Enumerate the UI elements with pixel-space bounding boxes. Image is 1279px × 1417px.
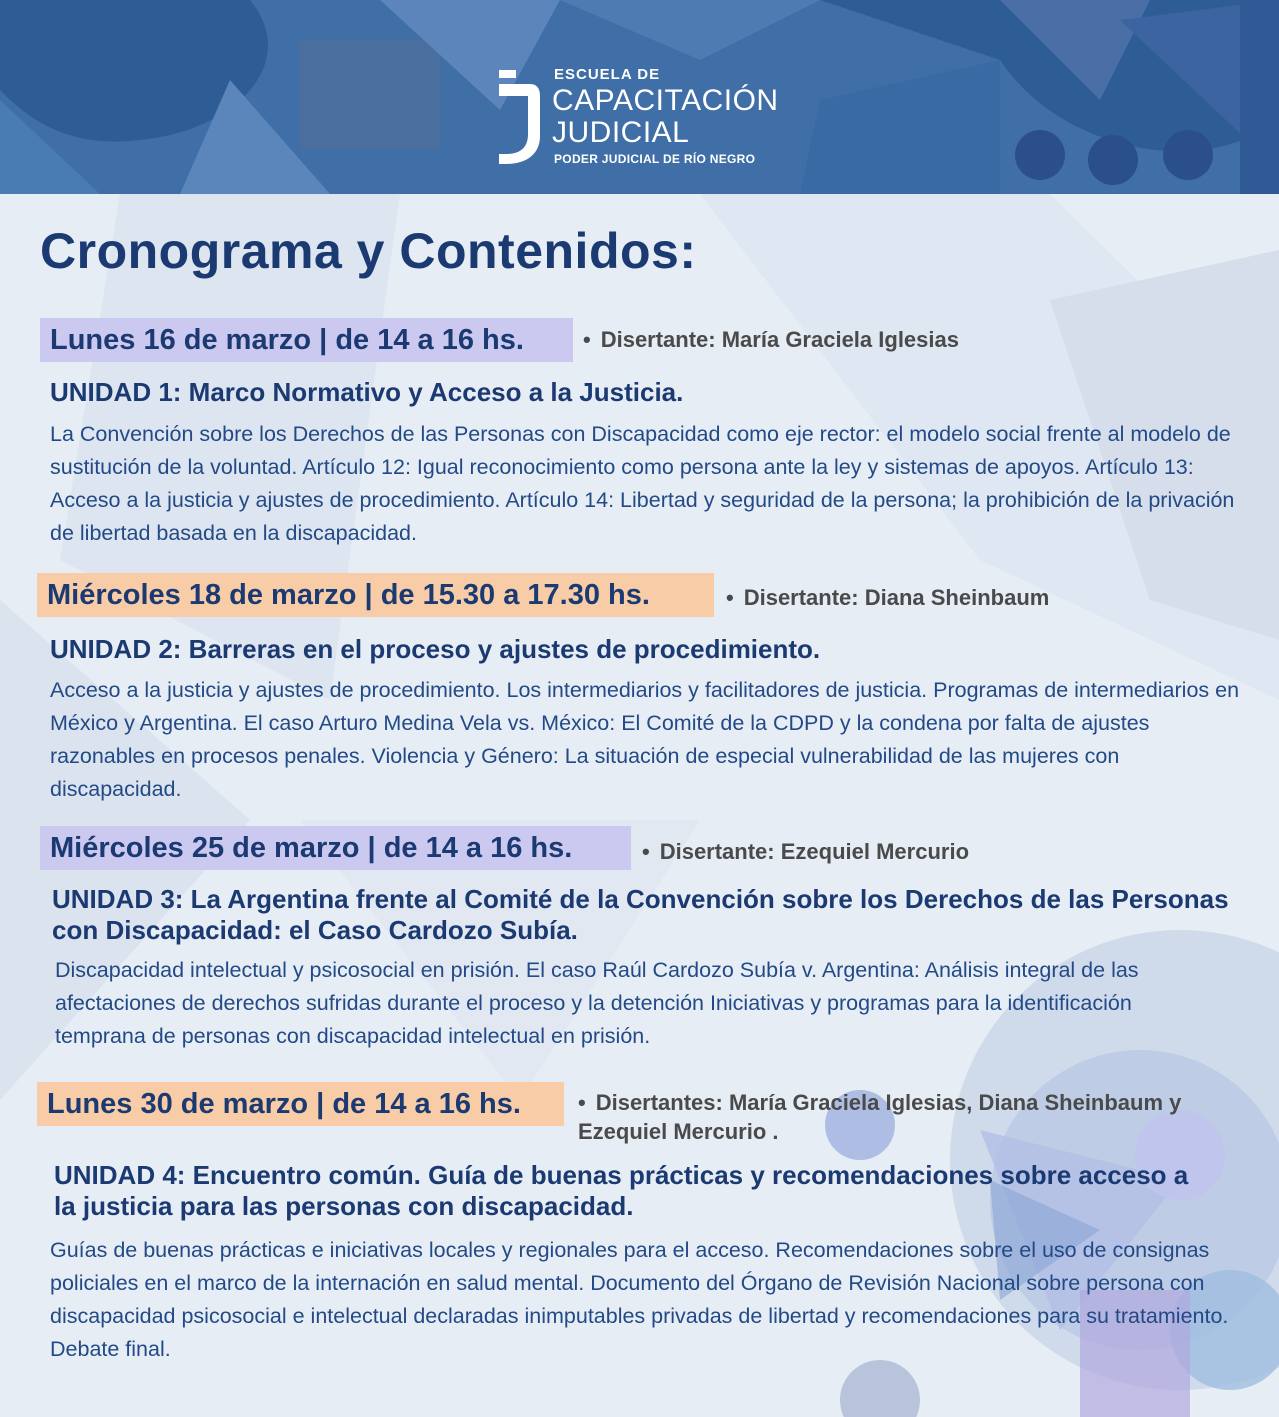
session-1-unit: UNIDAD 1: Marco Normativo y Acceso a la Justicia. [50,377,684,407]
session-2-unit: UNIDAD 2: Barreras en el proceso y ajustes de procedimiento. [50,634,821,664]
logo-line-3: JUDICIAL [552,116,690,149]
page-title: Cronograma y Contenidos: [40,223,697,279]
session-2-description: Acceso a la justicia y ajustes de procedimiento. Los intermediarios y facilitadores de justicia. Programas de intermediarios en México y Argentina. El caso Arturo Medina Vela vs. México: El Comité de la CDPD y la condena por falta de ajustes razonables en procesos penales. Violencia y Género: La situación de especial vulnerabilidad de las mujeres con discapacidad. [50,678,1240,801]
session-1-description: La Convención sobre los Derechos de las Personas con Discapacidad como eje rector: el modelo social frente al modelo de sustitución de la voluntad. Artículo 12: Igual reconocimiento como persona ante la ley y sistemas de apoyos. Artículo 13: Acceso a la justicia y ajustes de procedimiento. Artículo 14: Libertad y seguridad de la persona; la prohibición de la privación de libertad basada en la discapacidad. [50,422,1235,545]
session-3-unit: UNIDAD 3: La Argentina frente al Comité de la Convención sobre los Derechos de las Personas con Discapacidad: el Caso Cardozo Subía. [52,884,1229,945]
session-1-date: Lunes 16 de marzo | de 14 a 16 hs. [40,318,573,362]
logo-mark-icon [494,66,544,166]
session-4-description: Guías de buenas prácticas e iniciativas locales y regionales para el acceso. Recomendaciones sobre el uso de consignas policiales en el marco de la internación en salud mental. Documento del Órgano de Revisión Nacional sobre persona con discapacidad psicosocial e intelectual declaradas inimputables privadas de libertad y recomendaciones para su tratamiento. Debate final. [50,1238,1229,1361]
speaker-name: Disertante: Ezequiel Mercurio [659,839,970,864]
bullet: • [578,1090,586,1115]
session-3-speaker [642,839,969,865]
session-2-date: Miércoles 18 de marzo | de 15.30 a 17.30 hs. [37,573,714,617]
school-logo [494,66,794,166]
session-3-date: Miércoles 25 de marzo | de 14 a 16 hs. [40,826,631,870]
session-2-speaker [726,585,1049,611]
session-3-description: Discapacidad intelectual y psicosocial en prisión. El caso Raúl Cardozo Subía v. Argentina: Análisis integral de las afectaciones de derechos sufridas durante el proceso y la detención Iniciativas y programas para la identificación temprana de personas con discapacidad intelectual en prisión. [55,958,1139,1048]
logo-line-2: CAPACITACIÓN [552,84,779,117]
logo-line-1: ESCUELA DE [554,66,661,83]
session-1-speaker [583,327,959,353]
session-4-date: Lunes 30 de marzo | de 14 a 16 hs. [37,1082,564,1126]
speaker-name: Disertante: Diana Sheinbaum [743,585,1050,610]
session-4-unit: UNIDAD 4: Encuentro común. Guía de buenas prácticas y recomendaciones sobre acceso a la justicia para las personas con discapacidad. [54,1160,1189,1221]
bullet: • [642,839,650,864]
session-4-speaker [578,1088,1258,1146]
speaker-name: Disertantes: María Graciela Iglesias, Diana Sheinbaum y Ezequiel Mercurio . [578,1090,1182,1144]
header-banner [0,0,1279,194]
bullet: • [726,585,734,610]
bullet: • [583,327,591,352]
speaker-name: Disertante: María Graciela Iglesias [600,327,959,352]
logo-line-4: PODER JUDICIAL DE RÍO NEGRO [554,152,756,166]
